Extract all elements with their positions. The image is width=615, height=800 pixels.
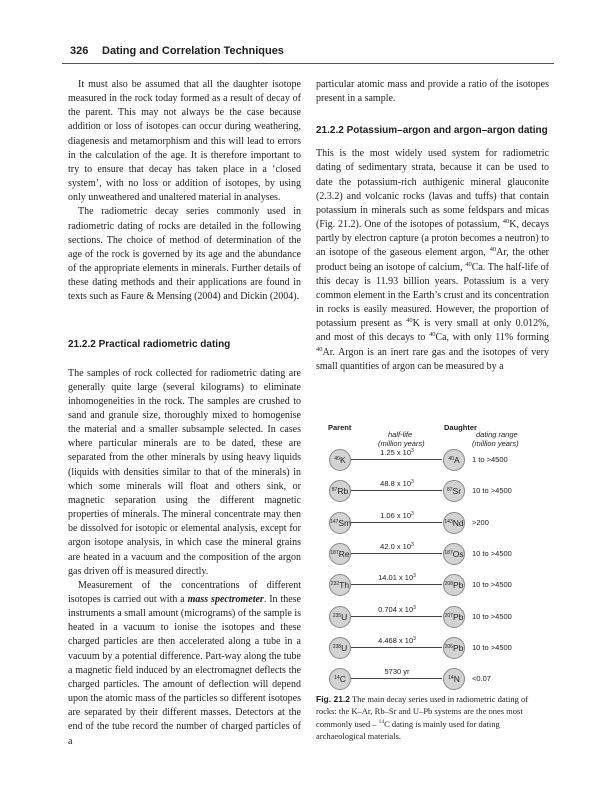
dating-range-value: >200: [472, 517, 489, 527]
decay-arrow: [351, 616, 442, 617]
half-life-column-label: half-life: [388, 430, 413, 439]
parent-column-label: Parent: [328, 423, 352, 432]
parent-isotope: $^{147}$Sm: [329, 512, 351, 534]
parent-isotope: $^{235}$U: [329, 606, 351, 628]
parent-isotope: $^{14}$C: [329, 668, 351, 690]
paragraph: particular atomic mass and provide a ratio of the isotopes present in a sample.: [316, 79, 549, 105]
parent-isotope: $^{187}$Re: [329, 543, 351, 565]
dating-range-value: 10 to >4500: [472, 486, 512, 496]
running-header: [70, 45, 545, 63]
paragraph: This is the most widely used system for radiometric dating of sedimentary strata, because it can be used to date the potassium-rich authigenic mineral glauconite (2.3.2) and volcanic rocks (lavas and tuffs) that contain potassium in minerals such as some feldspars and micas (Fig. 21.2). One of the isotopes of potassium, $^{40}$K, decays partly by electron capture (a proton becomes a neutron) to an isotope of the gaseous element argon, $^{40}$Ar, the other product being an isotope of calcium, $^{40}$Ca. The half-life of this decay is 11.93 billion years. Potassium is a very common element in the Earth’s crust and its concentration in rocks is easily measured. However, the proportion of potassium present as $^{40}$K is very small at only 0.012%, and most of this decays to $^{40}$Ca, with only 11% forming $^{40}$Ar. Argon is an inert rare gas and the isotopes of very small quantities of argon can be measured by a: [316, 148, 550, 372]
decay-arrow: [351, 584, 442, 585]
paragraph: It must also be assumed that all the daughter isotope measured in the rock today formed as a result of decay of the parent. This may not always be the case because addition or loss of isotopes can occur during weathering, diagenesis and metamorphism and this will lead to errors in the calculation of the age. It is therefore important to try to ensure that decay has taken place in a ‘closed system’, with no loss or addition of isotopes, by using only unweathered and unaltered material in analyses.: [68, 79, 301, 204]
parent-isotope: $^{40}$K: [329, 449, 351, 471]
decay-arrow: [351, 522, 442, 523]
daughter-isotope: $^{14}$N: [443, 668, 465, 690]
half-life-value: 4.468 x $10^3$: [378, 635, 416, 645]
parent-isotope: $^{232}$Th: [329, 574, 351, 596]
decay-series-figure: [316, 423, 546, 691]
dating-range-value: 10 to >4500: [472, 642, 512, 652]
decay-arrow: [351, 553, 442, 554]
half-life-value: 5730 yr: [384, 667, 410, 677]
parent-isotope: $^{87}$Rb: [329, 480, 351, 502]
paragraph: The samples of rock collected for radiometric dating are generally quite large (several kilograms) to eliminate inhomogeneities in the rock. The samples are crushed to sand and granule size, thoroughly mixed to homogenise the material and a smaller subsample selected. In cases where particular minerals are to be dated, these are separated from the other minerals by using heavy liquids (liquids with densities similar to that of the minerals) in which some minerals will float and others sink, or magnetic separation using the different magnetic properties of minerals. The mineral concentrate may then be dissolved for isotopic or elemental analysis, except for argon isotope analysis, in which case the mineral grains are heated in a vacuum and the composition of the argon gas driven off is measured directly.: [68, 367, 301, 577]
decay-arrow: [351, 459, 442, 460]
paragraph: The radiometric decay series commonly used in radiometric dating of rocks are detailed in the following sections. The choice of method of determination of the age of the rock is governed by its age and the abundance of the appropriate elements in minerals. Further details of these dating methods and their applications are found in texts such as Faure & Mensing (2004) and Dickin (2004).: [68, 206, 301, 303]
daughter-isotope: $^{187}$Os: [443, 543, 465, 565]
daughter-isotope: $^{206}$Pb: [443, 637, 465, 659]
figure-caption: Fig. 21.2 The main decay series used in radiometric dating of rocks: the K–Ar, Rb–Sr and U–Pb systems are the ones most commonly used – $^{14}$C dating is mainly used for dating archaeological materials.: [316, 694, 529, 741]
header-rule: [62, 63, 554, 64]
daughter-isotope: $^{208}$Pb: [443, 574, 465, 596]
decay-arrow: [351, 647, 442, 648]
keyword: mass spectrometer: [187, 594, 264, 605]
left-column: [68, 78, 301, 749]
dating-range-value: <0.07: [472, 674, 491, 684]
dating-range-value: 10 to >4500: [472, 611, 512, 621]
decay-arrow: [351, 490, 442, 491]
daughter-isotope: $^{87}$Sr: [443, 480, 465, 502]
half-life-unit-label: (million years): [378, 439, 425, 448]
dating-range-value: 1 to >4500: [472, 455, 508, 464]
daughter-isotope: $^{207}$Pb: [443, 606, 465, 628]
running-title: Dating and Correlation Techniques: [102, 45, 284, 57]
half-life-value: 14.01 x $10^3$: [378, 573, 416, 583]
range-unit-label: (million years): [472, 439, 519, 448]
range-column-label: dating range: [476, 430, 518, 439]
daughter-isotope: $^{143}$Nd: [443, 512, 465, 534]
dating-range-value: 10 to >4500: [472, 548, 512, 558]
decay-arrow: [351, 678, 442, 679]
half-life-value: 42.0 x $10^3$: [380, 541, 414, 551]
caption-label: Fig. 21.2: [316, 694, 351, 704]
section-heading: 21.2.2 Potassium–argon and argon–argon dating: [316, 125, 548, 137]
daughter-isotope: $^{40}$A: [443, 449, 465, 471]
right-column: [316, 78, 549, 374]
dating-range-value: 10 to >4500: [472, 580, 512, 590]
page-number: 326: [70, 45, 89, 57]
paragraph: Measurement of the concentrations of different isotopes is carried out with a mass spectrometer. In these instruments a small amount (micrograms) of the sample is heated in a vacuum to ionise the isotopes and these charged particles are then accelerated along a tube in a vacuum by a potential difference. Part-way along the tube a magnetic field induced by an electromagnet deflects the charged particles. The amount of deflection will depend upon the atomic mass of the particles so different isotopes are separated by their different masses. Detectors at the end of the tube record the number of charged particles of a: [68, 579, 302, 747]
half-life-value: 0.704 x $10^3$: [378, 604, 416, 614]
section-heading: 21.2.2 Practical radiometric dating: [68, 338, 231, 350]
half-life-value: 1.25 x $10^3$: [380, 448, 414, 457]
half-life-value: 1.06 x $10^3$: [380, 510, 414, 520]
daughter-column-label: Daughter: [444, 423, 477, 432]
parent-isotope: $^{238}$U: [329, 637, 351, 659]
half-life-value: 48.8 x $10^3$: [380, 479, 414, 489]
